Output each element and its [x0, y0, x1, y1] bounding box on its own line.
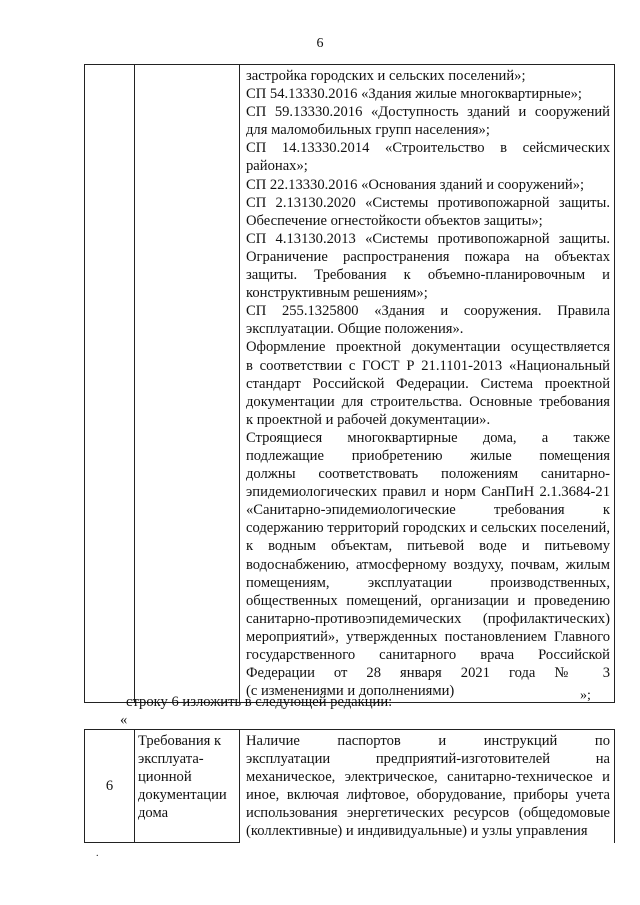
opening-quote-mark: «: [120, 712, 128, 728]
text-line: Строящиеся многоквартирные дома, а также: [246, 429, 610, 446]
text-line: эксплуатации. Общие положения».: [246, 321, 464, 338]
text-line: к водным объектам, питьевой воде и питьевому: [246, 538, 610, 555]
text-line: документации для строительства. Основные требования: [246, 393, 610, 410]
text-line: использования энергетических ресурсов (общедомовые: [246, 805, 610, 822]
row-number-cell: [85, 65, 135, 703]
text-line: СП 2.13130.2020 «Системы противопожарной защиты.: [246, 194, 610, 211]
text-line: помещениям, эксплуатации производственных,: [246, 574, 610, 591]
text-line: СП 22.13330.2016 «Основания зданий и сооружений»;: [246, 176, 585, 193]
text-line: СП 4.13130.2013 «Системы противопожарной защиты.: [246, 230, 610, 247]
text-line: (коллективные) и индивидуальные) и узлы управления: [246, 823, 588, 840]
text-line: санитарно-противоэпидемических (профилактических): [246, 610, 610, 627]
text-line: общественных помещений, организации и проведению: [246, 592, 610, 609]
requirement-heading-cell: [135, 65, 240, 703]
requirements-table-continued: [84, 64, 615, 703]
text-line: подлежащие приобретению жилые помещения: [246, 447, 610, 464]
text-line: СП 14.13330.2014 «Строительство в сейсмических: [246, 140, 610, 157]
text-line: Федерации от 28 января 2021 года № 3: [246, 665, 610, 682]
amendment-instruction: строку 6 изложить в следующей редакции:: [126, 694, 393, 710]
requirement-content-text: [240, 730, 614, 843]
text-line: в соответствии с ГОСТ Р 21.1101-2013 «Национальный: [246, 357, 610, 374]
requirement-content-cell: [240, 65, 615, 703]
row-number-cell: 6: [85, 730, 135, 843]
text-line: конструктивным решениям»;: [246, 285, 428, 302]
text-line: «Санитарно-эпидемиологические требования к: [246, 502, 610, 519]
text-line: застройка городских и сельских поселений»;: [246, 68, 526, 84]
text-line: ционной: [138, 769, 192, 786]
requirement-heading-cell: [135, 730, 240, 843]
text-line: документации: [138, 787, 227, 804]
text-line: Обеспечение огнестойкости объектов защиты»;: [246, 212, 543, 229]
requirement-heading-text: [135, 730, 239, 824]
footer-mark: .: [96, 848, 99, 859]
text-line: районах»;: [246, 158, 308, 175]
text-line: водоснабжению, атмосферному воздуху, почвам, жилым: [246, 556, 610, 573]
text-line: Наличие паспортов и инструкций по: [246, 733, 610, 749]
text-line: Оформление проектной документации осуществляется: [246, 339, 610, 356]
requirements-table-new-row: [84, 729, 615, 843]
text-line: механическое, электрическое, санитарно-техническое и: [246, 769, 610, 786]
text-line: (с изменениями и дополнениями): [246, 683, 455, 700]
text-line: эксплуата-: [138, 751, 204, 768]
text-line: иное, включая лифтовое, оборудование, приборы учета: [246, 787, 610, 804]
text-line: дома: [138, 805, 169, 822]
text-line: эпидемиологических правил и норм СанПиН 2.1.3684-21: [246, 484, 610, 501]
text-line: государственного санитарного врача Российской: [246, 647, 610, 663]
text-line: мероприятий», утвержденных постановлением Главного: [246, 628, 610, 645]
text-line: Требования к: [138, 733, 222, 749]
text-line: эксплуатации предприятий-изготовителей на: [246, 751, 610, 768]
text-line: СП 59.13330.2016 «Доступность зданий и сооружений: [246, 104, 610, 121]
text-line: защиты. Требования к объемно-планировочным и: [246, 267, 610, 284]
text-line: стандарт Российской Федерации. Система проектной: [246, 375, 610, 392]
text-line: Ограничение распространения пожара на объектах: [246, 248, 610, 265]
page-number: 6: [316, 36, 324, 51]
requirement-content-cell: [240, 730, 615, 843]
closing-quote-mark: »;: [580, 688, 591, 703]
text-line: должны соответствовать положениям санитарно-: [246, 466, 610, 483]
text-line: для маломобильных групп населения»;: [246, 122, 490, 139]
requirement-content-text: [240, 65, 614, 702]
text-line: содержанию территорий городских и сельских поселений,: [246, 520, 610, 537]
text-line: СП 54.13330.2016 «Здания жилые многоквартирные»;: [246, 86, 582, 103]
text-line: к проектной и рабочей документации».: [246, 411, 491, 428]
text-line: СП 255.1325800 «Здания и сооружения. Правила: [246, 303, 610, 320]
